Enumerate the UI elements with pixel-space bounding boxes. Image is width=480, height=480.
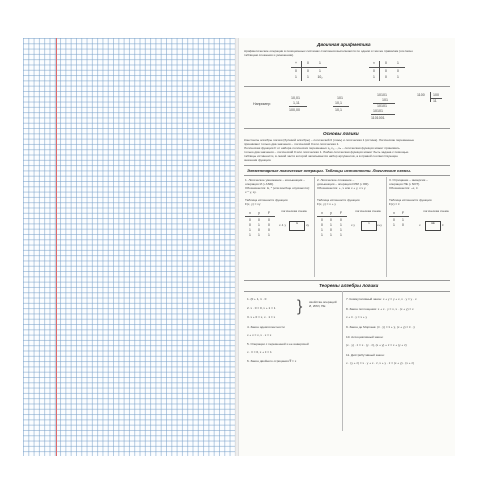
logic-p6: значения функции.: [244, 158, 272, 162]
reference-page: Двоичная арифметика Арифметические операции в позиционных системах счисления выполняются по одним и тем же правилам (согласно таблицам сложения и умножения). + 0 1 0 0 1 1 1 10₂ × 0 1 0 0 0 1 0 1 Например: 10,01 1,11 100,00 101 10,1 10,1 10101 101 10101 10101 1101001 1100 100 11 Основы логики Константы алгебры логики (булевой алгебры) – логический 0 (ложь) и логическая 1 (истина). Логические переменные принимают только два значения – логический 0 или логическая 1. Логическая функция F от набора логических переменных x₁,x₂,...,xₙ – логическая функция может принимать только два значения – логический 0 или логическая 1. Любая логическая функция может быть задана с помощью таблицы истинности, в левой части которой записывается набор аргументов, а в правой соответствующие значения функции. Элементарные логические операции. Таблицы истинности. Логические схемы. 1. Логическое умножение – конъюнкция – операция И (• AND). Обозначается: &, ^ (или вообще опускается): x ^ y, xy. Таблица истинности функции F(x, y) = xy логическая схема 2. Логическое сложение – дизъюнкция – операция ИЛИ (• OR). Обозначается: +, v или x + y, x v y. Таблица истинности функции F(x, y) = x + y логическая схема 3. Отрицание – инверсия – операция НЕ (• NOT). Обозначается: ¬x, x̄. Таблица истинности функции F(x) = x̄ логическая схема x y F 0 0 0 0 1 0 1 0 0 1 1 1 x ∧ y & xy x y F 0 0 0 0 1 1 1 0 1 1 1 1 x y 1 x+y x F 0 1 1 0 x НЕ x̄ Теоремы алгебры логики 1. (0 + 1, 1 · 0 2. x · 0 = 0, x + 1 = 1 3. x + 0 = x, x · 1 = x 4. Закон идемпотентности x + x = x, x · x = x 5. Операции с переменной и ее инверсией x · x̄ = 0, x + x̄ = 1 6. Закон двойного отрицания x̿ = x } свойства операций И, ИЛИ, НЕ 7. Коммутативный закон: x + y = y + x, x · y = y · x 8. Закон поглощения: x + x · y = x, x · (x + y) = x x + x̄ · y = x + y 9. Закон де Моргана: (x̄ · ȳ) = x̄ + ȳ, (x + y) = x̄ · ȳ 10. Ассоциативный закон: (x · y) · z = x · (y · z), (x + y) + z = x + (y + z) 11. Дистрибутивный закон: x · (y + z) = x · y + x · z, x + y · z = (x + y) · (x + z): [239, 38, 455, 456]
brace-icon: }: [297, 298, 303, 315]
logic-p1: Константы алгебры логики (булевой алгебры) – логический 0 (ложь) и логическая 1 (истина). Логические переменные: [244, 138, 415, 142]
elementary-title: Элементарные логические операции. Таблицы истинности. Логические схемы.: [247, 168, 412, 173]
logic-p5: таблицы истинности, в левой части которой записывается набор аргументов, а в правой соответствующие: [244, 154, 398, 158]
logic-p4: только два значения – логический 0 или логическая 1. Любая логическая функция может быть задана с помощью: [244, 150, 409, 154]
brace-note: свойства операций И, ИЛИ, НЕ: [309, 300, 337, 308]
arithmetic-intro-2: таблицам сложения и умножения).: [244, 53, 294, 57]
red-margin-line: [56, 38, 57, 456]
examples-label: Например:: [253, 102, 272, 106]
theorems-title: Теоремы алгебры логики: [319, 283, 379, 288]
logic-title: Основы логики: [323, 131, 359, 136]
grid-page: [23, 38, 235, 456]
logic-p2: принимают только два значения – логический 0 или логическая 1.: [244, 142, 340, 146]
arithmetic-title: Двоичная арифметика: [317, 42, 371, 47]
logic-p3: Логическая функция F от набора логических переменных x₁,x₂,...,xₙ – логическая функция может принимать: [244, 146, 400, 150]
arithmetic-intro-1: Арифметические операции в позиционных системах счисления выполняются по одним и тем же правилам (согласно: [244, 49, 413, 53]
